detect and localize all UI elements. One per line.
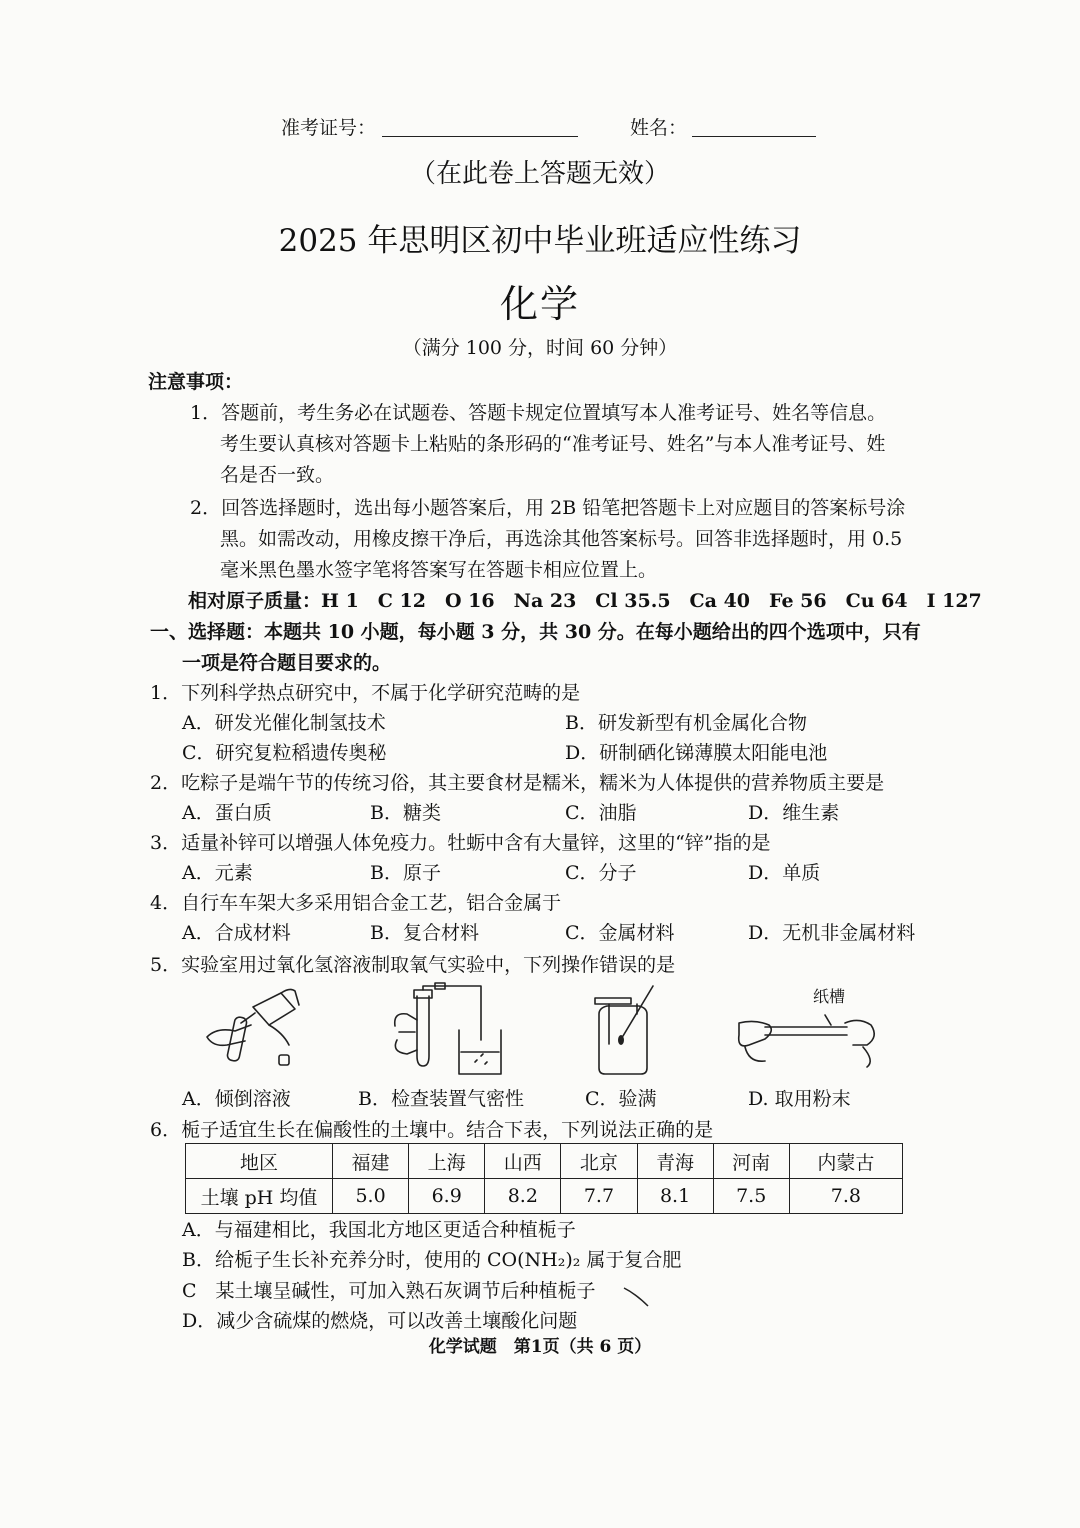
q4-option-b: B．复合材料	[370, 922, 479, 944]
score-time: （满分 100 分，时间 60 分钟）	[402, 337, 678, 359]
q5-stem: 5．实验室用过氧化氢溶液制取氧气实验中，下列操作错误的是	[150, 954, 676, 976]
q5-option-b: B．检查装置气密性	[358, 1088, 524, 1110]
q3-option-d: D．单质	[748, 862, 821, 884]
q3-option-c: C．分子	[565, 862, 637, 884]
notice-item2-line2: 黑。如需改动，用橡皮擦干净后，再选涂其他答案标号。回答非选择题时，用 0.5	[220, 528, 903, 550]
table-row	[186, 1144, 903, 1179]
notice-item1-line3: 名是否一致。	[220, 464, 335, 486]
q4-option-a: A．合成材料	[182, 922, 291, 944]
table-header-region: 地区	[186, 1144, 333, 1179]
atomic-masses: 相对原子质量：H 1 C 12 O 16 Na 23 Cl 35.5 Ca 40 Fe 56 Cu 64 I 127	[188, 590, 982, 612]
airtightness-check-figure	[385, 982, 515, 1082]
table-cell: 青海	[637, 1144, 713, 1179]
section1-line1: 一、选择题：本题共 10 小题，每小题 3 分，共 30 分。在每小题给出的四个选项中，只有	[150, 621, 921, 643]
q1-option-a: A．研发光催化制氢技术	[182, 712, 386, 734]
table-cell: 8.2	[485, 1179, 561, 1214]
q5-option-c: C．验满	[585, 1088, 657, 1110]
table-cell: 8.1	[637, 1179, 713, 1214]
table-cell: 7.8	[789, 1179, 902, 1214]
q5-option-a: A．倾倒溶液	[182, 1088, 291, 1110]
q1-option-d: D．研制硒化锑薄膜太阳能电池	[565, 742, 828, 764]
q1-option-b: B．研发新型有机金属化合物	[565, 712, 807, 734]
soil-ph-table	[185, 1143, 903, 1214]
q6-option-a: A．与福建相比，我国北方地区更适合种植栀子	[182, 1219, 576, 1241]
q1-stem: 1．下列科学热点研究中，不属于化学研究范畴的是	[150, 682, 581, 704]
table-cell: 北京	[561, 1144, 637, 1179]
notice-item1-line2: 考生要认真核对答题卡上粘贴的条形码的“准考证号、姓名”与本人准考证号、姓	[220, 433, 886, 455]
q5-option-d: D. 取用粉末	[748, 1088, 851, 1110]
table-cell: 7.5	[713, 1179, 789, 1214]
table-cell: 山西	[485, 1144, 561, 1179]
q4-option-c: C．金属材料	[565, 922, 675, 944]
name-blank	[692, 114, 816, 137]
exam-id-blank	[382, 114, 578, 137]
table-cell: 6.9	[409, 1179, 485, 1214]
notice-item2-line3: 毫米黑色墨水签字笔将答案写在答题卡相应位置上。	[220, 559, 658, 581]
q6-option-c: C 某土壤呈碱性，可加入熟石灰调节后种植栀子	[182, 1280, 596, 1302]
q2-option-b: B．糖类	[370, 802, 441, 824]
paper-trough-label: 纸槽	[813, 987, 846, 1006]
gas-full-test-figure	[585, 984, 665, 1080]
notice-item1-line1: 1．答题前，考生务必在试题卷、答题卡规定位置填写本人准考证号、姓名等信息。	[190, 402, 887, 424]
q2-option-a: A．蛋白质	[182, 802, 272, 824]
q6-option-d: D．减少含硫煤的燃烧，可以改善土壤酸化问题	[182, 1310, 578, 1332]
section1-line2: 一项是符合题目要求的。	[182, 652, 392, 674]
exam-id-label: 准考证号：	[281, 117, 377, 139]
page-footer: 化学试题 第1页（共 6 页）	[428, 1337, 652, 1357]
q3-option-a: A．元素	[182, 862, 253, 884]
notice-item2-line1: 2．回答选择题时，选出每小题答案后，用 2B 铅笔把答题卡上对应题目的答案标号涂	[190, 497, 906, 519]
table-cell: 内蒙古	[789, 1144, 902, 1179]
pour-liquid-figure	[195, 985, 315, 1075]
table-cell: 上海	[409, 1144, 485, 1179]
table-header-ph: 土壤 pH 均值	[186, 1179, 333, 1214]
name-label: 姓名：	[630, 117, 688, 139]
pen-mark-icon	[622, 1284, 652, 1310]
q6-option-b: B．给栀子生长补充养分时，使用的 CO(NH₂)₂ 属于复合肥	[182, 1249, 682, 1271]
table-cell: 7.7	[561, 1179, 637, 1214]
table-cell: 5.0	[333, 1179, 409, 1214]
q2-option-c: C．油脂	[565, 802, 637, 824]
table-row	[186, 1179, 903, 1214]
notice-heading: 注意事项：	[148, 371, 244, 393]
q3-stem: 3．适量补锌可以增强人体免疫力。牡蛎中含有大量锌，这里的“锌”指的是	[150, 832, 771, 854]
page-title: 2025 年思明区初中毕业班适应性练习	[278, 223, 802, 259]
invalid-note: （在此卷上答题无效）	[409, 159, 670, 189]
q2-stem: 2．吃粽子是端午节的传统习俗，其主要食材是糯米，糯米为人体提供的营养物质主要是	[150, 772, 885, 794]
q2-option-d: D．维生素	[748, 802, 840, 824]
q1-option-c: C．研究复粒稻遗传奥秘	[182, 742, 387, 764]
table-cell: 福建	[333, 1144, 409, 1179]
subject-title: 化学	[499, 282, 580, 326]
q6-stem: 6．栀子适宜生长在偏酸性的土壤中。结合下表，下列说法正确的是	[150, 1119, 714, 1141]
q4-option-d: D．无机非金属材料	[748, 922, 916, 944]
q3-option-b: B．原子	[370, 862, 441, 884]
table-cell: 河南	[713, 1144, 789, 1179]
q4-stem: 4．自行车车架大多采用铝合金工艺，铝合金属于	[150, 892, 562, 914]
take-powder-figure	[735, 1005, 885, 1075]
